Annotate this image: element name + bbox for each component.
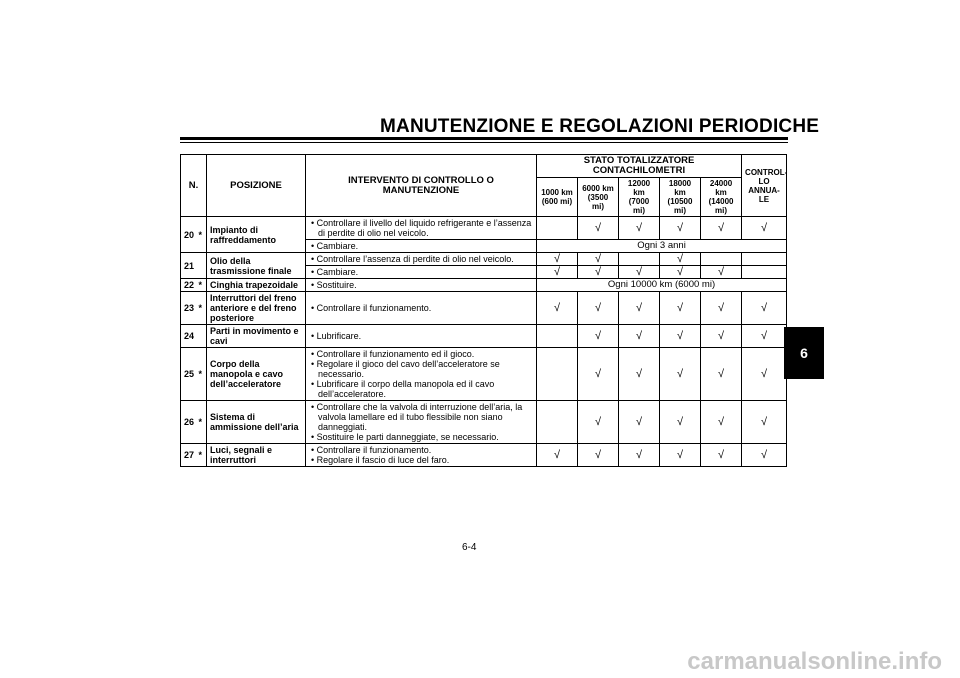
row-star: *	[198, 279, 207, 292]
interval-mi: (14000 mi)	[708, 197, 734, 215]
check-cell: √	[742, 292, 787, 325]
row-number: 21	[181, 253, 198, 279]
row-number: 20	[181, 217, 198, 253]
header-interval	[660, 178, 701, 217]
maintenance-table	[180, 154, 787, 467]
check-cell: √	[660, 348, 701, 401]
row-action	[306, 217, 537, 240]
check-cell: √	[660, 444, 701, 467]
action-line: • Sostituire.	[311, 280, 357, 290]
row-number: 25	[181, 348, 198, 401]
action-line: • Regolare il gioco del cavo dell’acceleratore se necessario.	[311, 359, 500, 379]
check-cell: √	[537, 266, 578, 279]
row-action	[306, 253, 537, 266]
check-cell: √	[701, 217, 742, 240]
row-number: 27	[181, 444, 198, 467]
check-cell: √	[742, 325, 787, 348]
check-cell: √	[701, 266, 742, 279]
check-cell: √	[660, 401, 701, 444]
row-number: 22	[181, 279, 198, 292]
table-row	[181, 253, 787, 266]
interval-mi: (7000 mi)	[628, 197, 650, 215]
row-star: *	[198, 401, 207, 444]
check-cell	[701, 253, 742, 266]
header-interval	[701, 178, 742, 217]
action-line: • Controllare il funzionamento ed il gioco.	[311, 349, 475, 359]
check-cell	[537, 401, 578, 444]
table-row	[181, 444, 787, 467]
interval-km: 24000 km	[709, 179, 733, 197]
check-cell: √	[578, 401, 619, 444]
row-position: Parti in movimento e cavi	[207, 325, 306, 348]
row-number: 26	[181, 401, 198, 444]
row-star	[198, 325, 207, 348]
check-cell	[537, 348, 578, 401]
check-cell	[619, 253, 660, 266]
interval-km: 18000 km	[668, 179, 692, 197]
interval-mi: (600 mi)	[541, 197, 573, 206]
page-number: 6-4	[462, 542, 477, 553]
check-cell: √	[537, 444, 578, 467]
row-number: 24	[181, 325, 198, 348]
check-cell: √	[578, 217, 619, 240]
check-cell: √	[578, 348, 619, 401]
interval-mi: (10500 mi)	[667, 197, 693, 215]
check-cell: √	[578, 253, 619, 266]
header-interval	[578, 178, 619, 217]
check-cell: √	[701, 292, 742, 325]
row-star: *	[198, 292, 207, 325]
row-action	[306, 444, 537, 467]
interval-mi: (3500 mi)	[587, 192, 609, 211]
action-line: • Lubrificare il corpo della manopola ed il cavo dell’acceleratore.	[311, 379, 495, 399]
table-row	[181, 401, 787, 444]
check-cell: √	[660, 292, 701, 325]
check-cell: √	[701, 325, 742, 348]
check-cell: √	[660, 253, 701, 266]
row-number: 23	[181, 292, 198, 325]
header-annual: CONTROL-LO ANNUA-LE	[742, 155, 787, 217]
check-cell: √	[619, 266, 660, 279]
row-star	[198, 253, 207, 279]
action-line: • Controllare il funzionamento.	[311, 445, 432, 455]
check-cell: √	[619, 348, 660, 401]
row-action	[306, 240, 537, 253]
action-line: • Lubrificare.	[311, 331, 362, 341]
row-star: *	[198, 444, 207, 467]
check-cell: √	[537, 292, 578, 325]
action-line: • Cambiare.	[311, 267, 359, 277]
table-row	[181, 279, 787, 292]
action-line: • Controllare l’assenza di perdite di olio nel veicolo.	[311, 254, 514, 264]
check-cell: √	[742, 348, 787, 401]
header-n: N.	[181, 155, 207, 217]
check-cell: √	[578, 266, 619, 279]
table-row	[181, 217, 787, 240]
row-action	[306, 348, 537, 401]
action-line: • Controllare il funzionamento.	[311, 303, 432, 313]
check-cell: √	[619, 292, 660, 325]
row-action	[306, 279, 537, 292]
header-interval	[537, 178, 578, 217]
interval-km: 6000 km	[582, 183, 614, 193]
check-cell: √	[660, 325, 701, 348]
title-rule-thin	[180, 142, 788, 143]
header-action: INTERVENTO DI CONTROLLO O MANUTENZIONE	[306, 155, 537, 217]
action-line: • Controllare che la valvola di interruzione dell’aria, la valvola lamellare ed il tubo flessibile non siano danneggiati.	[311, 402, 523, 432]
row-interval-text: Ogni 3 anni	[537, 240, 787, 253]
row-action	[306, 401, 537, 444]
row-position: Sistema di ammissione dell’aria	[207, 401, 306, 444]
check-cell: √	[619, 325, 660, 348]
check-cell: √	[742, 401, 787, 444]
row-position: Luci, segnali e interruttori	[207, 444, 306, 467]
watermark: carmanualsonline.info	[687, 648, 942, 675]
action-line: • Cambiare.	[311, 241, 359, 251]
check-cell: √	[537, 253, 578, 266]
action-line: • Regolare il fascio di luce del faro.	[311, 455, 450, 465]
row-position: Interruttori del freno anteriore e del freno posteriore	[207, 292, 306, 325]
row-action	[306, 266, 537, 279]
check-cell: √	[619, 444, 660, 467]
interval-km: 12000 km	[627, 179, 651, 197]
header-position: POSIZIONE	[207, 155, 306, 217]
table-row	[181, 325, 787, 348]
check-cell	[537, 325, 578, 348]
header-odometer: STATO TOTALIZZATORE CONTACHILOMETRI	[537, 155, 742, 178]
row-action	[306, 292, 537, 325]
action-line: • Sostituire le parti danneggiate, se necessario.	[311, 432, 499, 442]
check-cell: √	[660, 266, 701, 279]
check-cell	[742, 266, 787, 279]
row-star: *	[198, 348, 207, 401]
row-position: Corpo della manopola e cavo dell’acceleratore	[207, 348, 306, 401]
table-body	[181, 217, 787, 467]
row-position: Impianto di raffreddamento	[207, 217, 306, 253]
row-position: Cinghia trapezoidale	[207, 279, 306, 292]
check-cell	[742, 253, 787, 266]
check-cell: √	[578, 325, 619, 348]
interval-km: 1000 km	[541, 188, 573, 197]
check-cell: √	[660, 217, 701, 240]
check-cell: √	[619, 217, 660, 240]
row-position: Olio della trasmissione finale	[207, 253, 306, 279]
header-interval	[619, 178, 660, 217]
row-action	[306, 325, 537, 348]
chapter-tab: 6	[784, 327, 824, 379]
check-cell: √	[578, 292, 619, 325]
check-cell	[537, 217, 578, 240]
title-rule-thick	[180, 137, 788, 140]
check-cell: √	[619, 401, 660, 444]
check-cell: √	[701, 348, 742, 401]
row-star: *	[198, 217, 207, 253]
check-cell: √	[742, 217, 787, 240]
check-cell: √	[742, 444, 787, 467]
check-cell: √	[578, 444, 619, 467]
check-cell: √	[701, 401, 742, 444]
table-row	[181, 292, 787, 325]
header-row-1	[181, 155, 787, 178]
check-cell: √	[701, 444, 742, 467]
row-interval-text: Ogni 10000 km (6000 mi)	[537, 279, 787, 292]
table-row	[181, 348, 787, 401]
page-title: MANUTENZIONE E REGOLAZIONI PERIODICHE	[380, 116, 820, 137]
action-line: • Controllare il livello del liquido refrigerante e l’assenza di perdite di olio nel veicolo.	[311, 218, 532, 238]
